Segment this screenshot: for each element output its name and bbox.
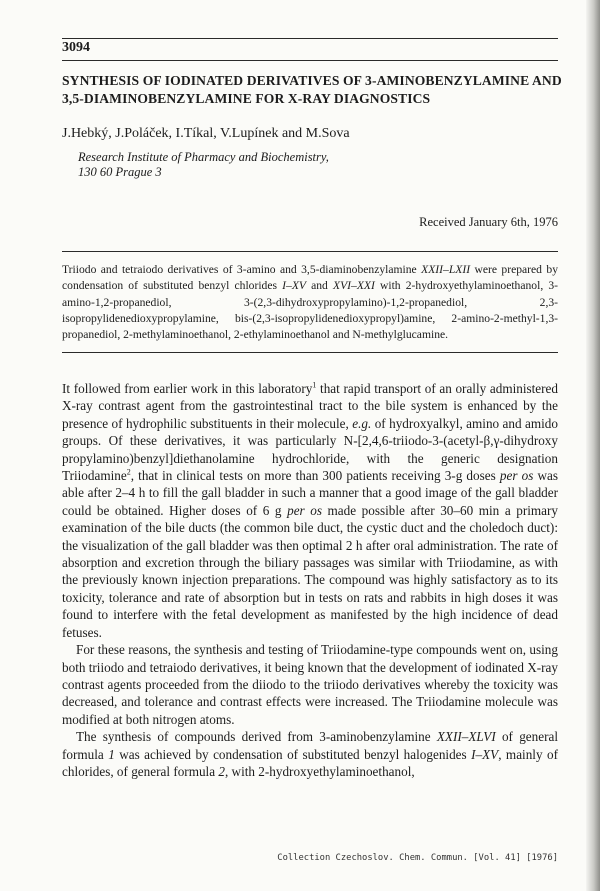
article-title: SYNTHESIS OF IODINATED DERIVATIVES OF 3-AMINOBENZYLAMINE AND 3,5-DIAMINOBENZYLAMINE FOR X-RAY DIAGNOSTICS — [62, 73, 562, 106]
reference-marker: 2 — [126, 467, 131, 477]
page-number: 3094 — [62, 40, 90, 55]
affiliation-address: 130 60 Prague 3 — [78, 165, 162, 179]
header-rule — [62, 60, 558, 61]
paragraph-2: For these reasons, the synthesis and testing of Triiodamine-type compounds went on, using both triiodo and tetraiodo derivatives, it being known that the development of iodinated X-ray contrast agents proceeded from the diiodo to the triiodo derivatives whereby the toxicity was decreased, and tolerance and contrast effects were increased. The Triiodamine molecule was modified at both nitrogen atoms. — [62, 642, 558, 727]
abstract-bottom-rule — [62, 352, 558, 353]
compound-ref: XXII — [421, 263, 444, 276]
compound-ref: XVI — [333, 279, 352, 293]
compound-ref: XV — [291, 279, 306, 293]
compound-ref: XXI — [356, 279, 375, 293]
abstract: Triiodo and tetraiodo derivatives of 3-amino and 3,5-diaminobenzylamine XXII–LXII were prepared by condensation of substituted benzyl chlorides I–XV and XVI–XXI with 2-hydroxyethylaminoethanol, 3-amino-1,2-propanediol, 3-(2,3-dihydroxypropylamino)-1,2-propanediol, 2,3-isopropylidenedioxypropylamine, bis-(2,3-isopropylidenedioxypropyl)amine, 2-amino-2-methyl-1,3-propanediol, 2-methylaminoethanol, 2-ethylaminoethanol and N-methylglucamine. — [62, 263, 559, 342]
journal-footer: Collection Czechoslov. Chem. Commun. [Vol. 41] [1976] — [277, 853, 558, 863]
affiliation-institute: Research Institute of Pharmacy and Biochemistry, — [78, 150, 329, 164]
article-body — [62, 380, 558, 780]
paragraph-1: It followed from earlier work in this laboratory$^1$ that rapid transport of an orally administered X-ray contrast agent from the gastrointestinal tract to the bile system is enhanced by the presence of hydrophilic substituents in their molecule, e.g. of hydroxyalkyl, amino and amido groups. Of these derivatives, it was particularly N-[2,4,6-triiodo-3-(acetyl-β,γ-dihydroxy propylamino)benzyl]diethanolamine hydrochloride, with the generic designation Triiodamine$^2$, that in clinical tests on more than 300 patients receiving 3-g doses per os was able after 2–4 h to fill the gall bladder in such a manner that a good image of the gall bladder could be obtained. Higher doses of 6 g per os made possible after 30–60 min a primary examination of the bile ducts (the common bile duct, the cystic duct and the choledoch duct): the visualization of the gall bladder was then optimal 2 h after oral administration. The rate of absorption and excretion through the biliary passages was similar with Triiodamine, as with the previously known injection preparations. The compound was highly satisfactory as to its toxicity, tolerance and rate of absorption but in tests on rats and rabbits in high doses it was found to interfere with the fetal development as manifested by the high incidence of dead fetuses. — [62, 380, 558, 640]
compound-ref: LXII — [448, 263, 471, 276]
received-date: Received January 6th, 1976 — [419, 215, 558, 229]
abstract-top-rule — [62, 251, 558, 252]
reference-marker: 1 — [312, 380, 317, 390]
book-spine-shadow — [586, 0, 600, 891]
affiliation — [78, 150, 329, 180]
paragraph-3: The synthesis of compounds derived from 3-aminobenzylamine XXII–XLVI of general formula 1 was achieved by condensation of substituted benzyl halogenides I–XV, mainly of chlorides, of general formula 2, with 2-hydroxyethylaminoethanol, — [62, 729, 558, 779]
top-rule — [62, 38, 558, 39]
compound-ref: I — [282, 279, 287, 293]
authors: J.Hebký, J.Poláček, I.Tíkal, V.Lupínek and M.Sova — [62, 126, 350, 141]
